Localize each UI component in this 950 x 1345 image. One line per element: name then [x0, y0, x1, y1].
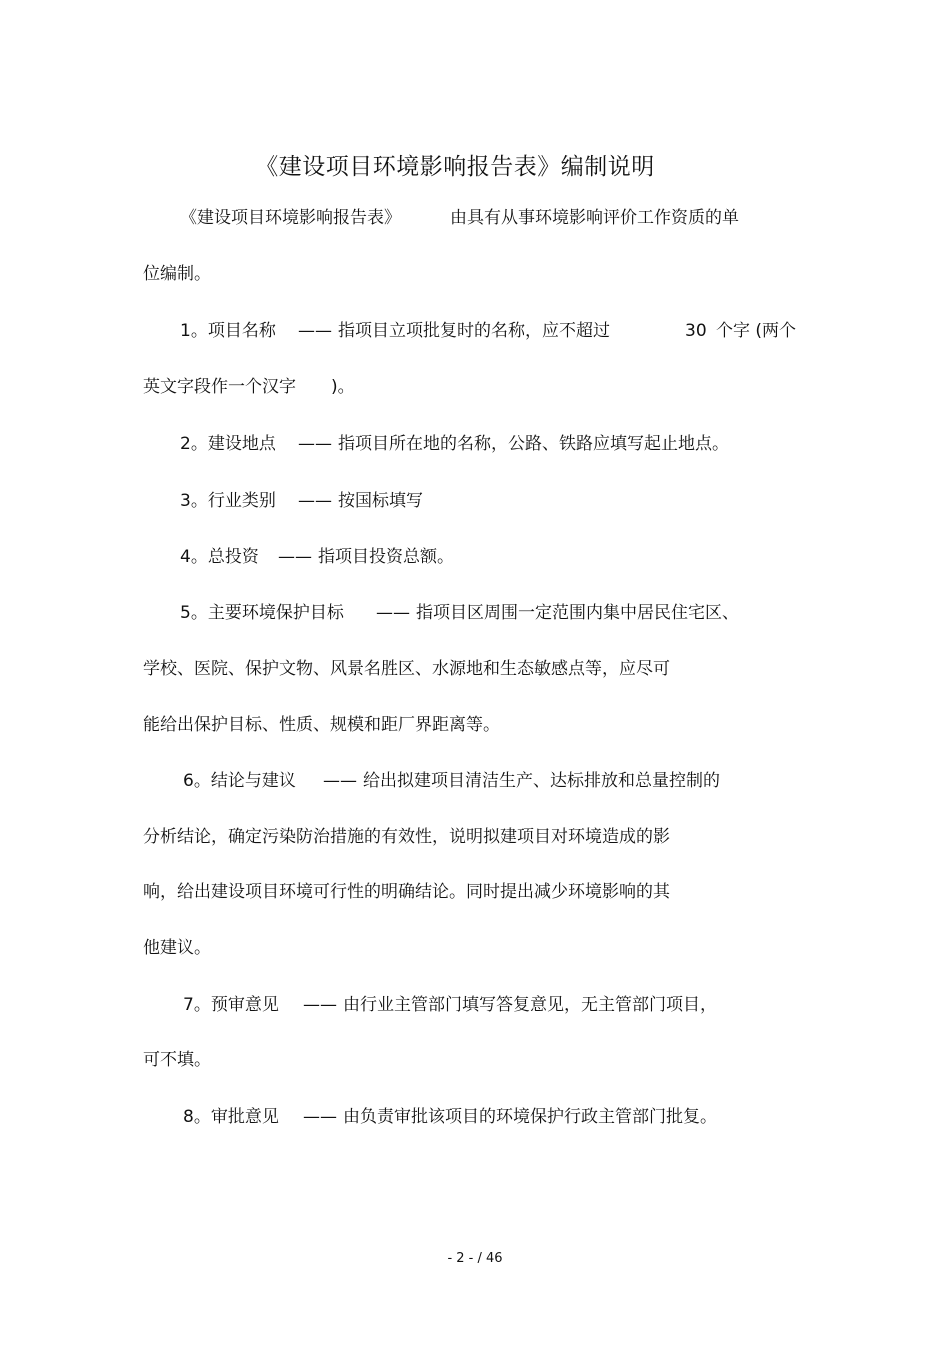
item-6-continuation-3: 他建议。: [143, 938, 211, 958]
item-4-text: 指项目投资总额。: [318, 547, 454, 567]
item-8-dash: ——: [303, 1107, 337, 1127]
item-1-text-2: 个字 (两个: [716, 321, 797, 341]
item-1-heading: 1。项目名称: [180, 321, 276, 341]
item-5-dash: ——: [376, 603, 410, 623]
item-4-dash: ——: [278, 547, 312, 567]
item-2-heading: 2。建设地点: [180, 434, 276, 454]
item-5-continuation-2: 能给出保护目标、性质、规模和距厂界距离等。: [143, 715, 500, 735]
document-title: 《建设项目环境影响报告表》编制说明: [255, 154, 655, 180]
item-3-heading: 3。行业类别: [180, 491, 276, 511]
intro-text: 由具有从事环境影响评价工作资质的单: [450, 208, 739, 228]
item-6-text: 给出拟建项目清洁生产、达标排放和总量控制的: [363, 771, 720, 791]
item-1-cont-close: )。: [331, 377, 355, 397]
item-1-dash: ——: [298, 321, 332, 341]
item-3-dash: ——: [298, 491, 332, 511]
item-7-continuation: 可不填。: [143, 1050, 211, 1070]
item-6-continuation-2: 响，给出建设项目环境可行性的明确结论。同时提出减少环境影响的其: [143, 882, 670, 902]
item-1-cont-text: 英文字段作一个汉字: [143, 377, 296, 397]
item-2-dash: ——: [298, 434, 332, 454]
item-6-continuation-1: 分析结论，确定污染防治措施的有效性，说明拟建项目对环境造成的影: [143, 827, 670, 847]
item-6-dash: ——: [323, 771, 357, 791]
item-5-heading: 5。主要环境保护目标: [180, 603, 344, 623]
item-8-text: 由负责审批该项目的环境保护行政主管部门批复。: [343, 1107, 717, 1127]
item-5-text: 指项目区周围一定范围内集中居民住宅区、: [416, 603, 739, 623]
item-3-text: 按国标填写: [338, 491, 423, 511]
item-7-dash: ——: [303, 995, 337, 1015]
intro-report-name: 《建设项目环境影响报告表》: [180, 208, 401, 228]
item-2-text: 指项目所在地的名称，公路、铁路应填写起止地点。: [338, 434, 729, 454]
page-number: - 2 - / 46: [447, 1251, 503, 1266]
intro-line-2: 位编制。: [143, 264, 211, 284]
item-4-heading: 4。总投资: [180, 547, 259, 567]
item-7-text: 由行业主管部门填写答复意见，无主管部门项目，: [343, 995, 717, 1015]
item-1-text: 指项目立项批复时的名称，应不超过: [338, 321, 610, 341]
item-1-number: 30: [685, 321, 707, 341]
item-5-continuation-1: 学校、医院、保护文物、风景名胜区、水源地和生态敏感点等，应尽可: [143, 659, 670, 679]
item-7-heading: 7。预审意见: [183, 995, 279, 1015]
item-6-heading: 6。结论与建议: [183, 771, 296, 791]
item-8-heading: 8。审批意见: [183, 1107, 279, 1127]
